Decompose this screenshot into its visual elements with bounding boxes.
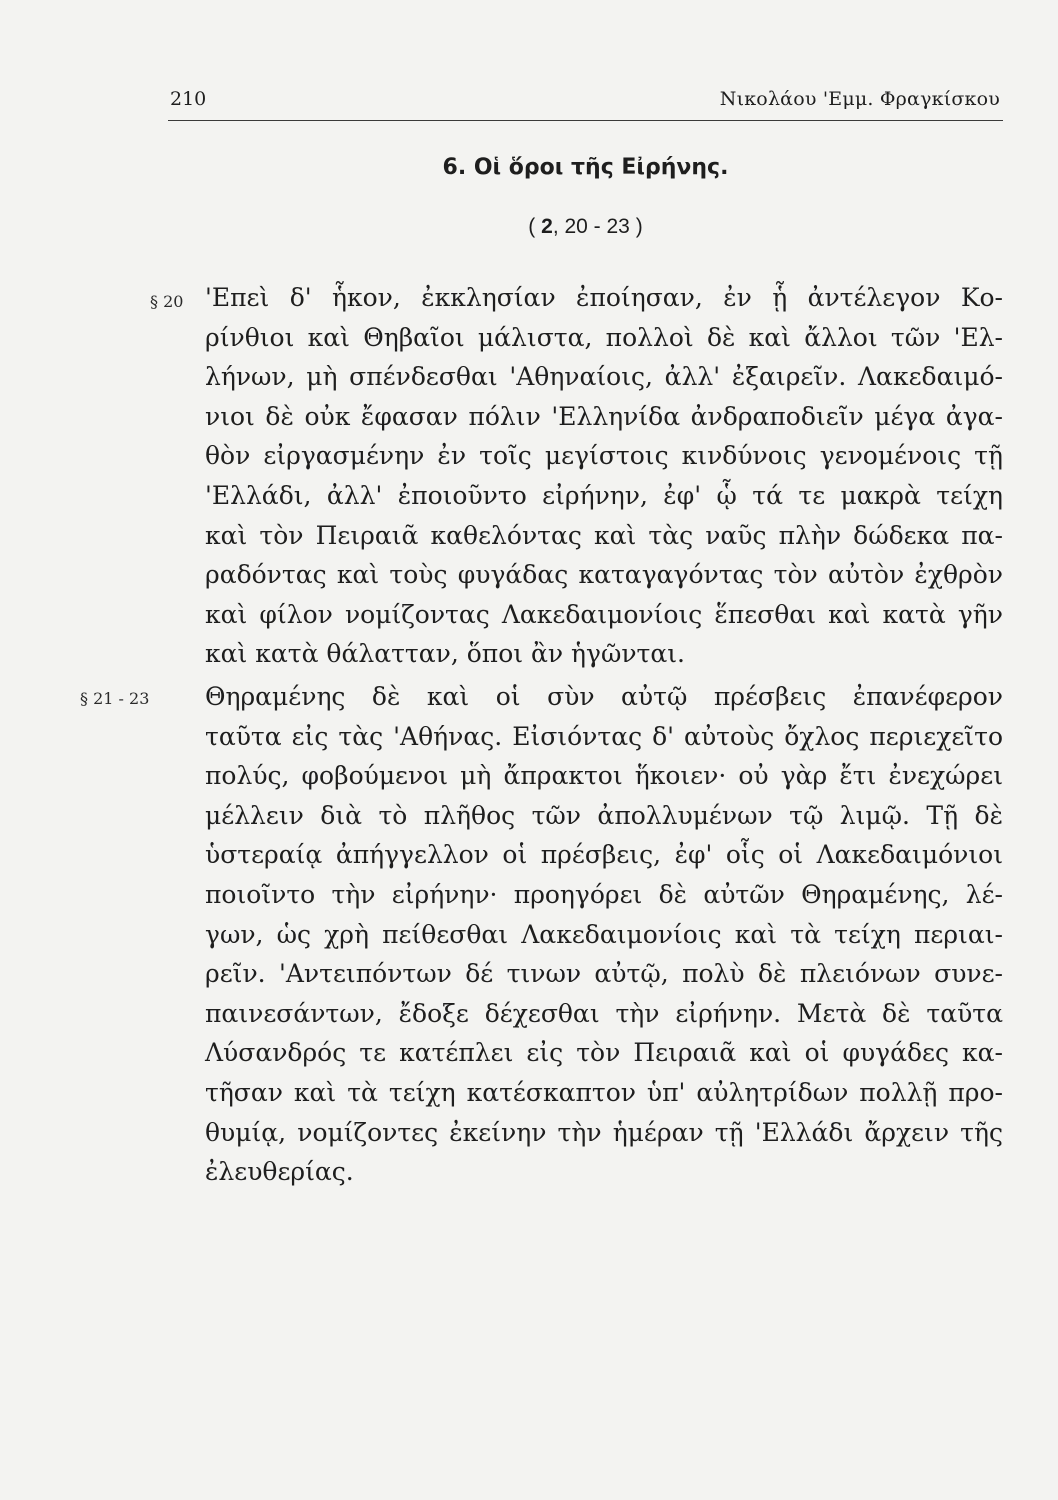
text-line: θυμίᾳ, νομίζοντες ἐκείνην τὴν ἡμέραν τῇ 'Ελλάδι ἄρχειν τῆς [205, 1117, 1003, 1147]
text-line: ταῦτα εἰς τὰς 'Αθήνας. Εἰσιόντας δ' αὐτοὺς ὄχλος περιεχεῖτο [205, 721, 1003, 751]
paragraph-20 [205, 278, 1003, 674]
text-line: ἐλευθερίας. [205, 1157, 354, 1187]
section-reference [168, 215, 1003, 239]
text-line: καὶ φίλον νομίζοντας Λακεδαιμονίοις ἕπεσθαι καὶ κατὰ γῆν [205, 599, 1003, 629]
text-line: Θηραμένης δὲ καὶ οἱ σὺν αὐτῷ πρέσβεις ἐπανέφερον [205, 682, 1003, 711]
text-line: 'Ελλάδι, ἀλλ' ἐποιοῦντο εἰρήνην, ἐφ' ᾧ τά τε μακρὰ τείχη [205, 480, 1003, 510]
text-line: ρεῖν. 'Αντειπόντων δέ τινων αὐτῷ, πολὺ δὲ πλειόνων συνε- [205, 959, 1003, 989]
text-line: νιοι δὲ οὐκ ἔφασαν πόλιν 'Ελληνίδα ἀνδραποδιεῖν μέγα ἀγα- [205, 401, 1003, 431]
paragraph-ref-20: § 20 [150, 292, 184, 311]
text-line: ὑστεραίᾳ ἀπήγγελλον οἱ πρέσβεις, ἐφ' οἷς οἱ Λακεδαιμόνιοι [205, 840, 1003, 870]
text-line: Λύσανδρός τε κατέπλει εἰς τὸν Πειραιᾶ καὶ οἱ φυγάδες κα- [205, 1038, 1003, 1068]
text-line: ποιοῖντο τὴν εἰρήνην· προηγόρει δὲ αὐτῶν Θηραμένης, λέ- [205, 879, 1003, 909]
section-ref-range: , 20 - 23 ) [552, 215, 643, 238]
text-line: καὶ κατὰ θάλατταν, ὅποι ἂν ἡγῶνται. [205, 639, 685, 669]
text-line: θὸν εἰργασμένην ἐν τοῖς μεγίστοις κινδύνοις γενομένοις τῇ [205, 441, 1003, 471]
section-ref-book: 2 [541, 215, 553, 238]
text-line: μέλλειν διὰ τὸ πλῆθος τῶν ἀπολλυμένων τῷ λιμῷ. Τῇ δὲ [205, 800, 1003, 830]
paragraph-ref-21-23: § 21 - 23 [80, 689, 150, 708]
text-line: παινεσάντων, ἔδοξε δέχεσθαι τὴν εἰρήνην. Μετὰ δὲ ταῦτα [205, 998, 1003, 1028]
text-line: λήνων, μὴ σπένδεσθαι 'Αθηναίοις, ἀλλ' ἐξαιρεῖν. Λακεδαιμό- [205, 362, 1003, 392]
running-title: Νικολάου 'Εμμ. Φραγκίσκου [719, 88, 1000, 110]
text-line: ραδόντας καὶ τοὺς φυγάδας καταγαγόντας τὸν αὐτὸν ἐχθρὸν [205, 560, 1003, 590]
text-line: καὶ τὸν Πειραιᾶ καθελόντας καὶ τὰς ναῦς πλὴν δώδεκα πα- [205, 520, 1003, 550]
page-number: 210 [170, 88, 207, 110]
header-rule [168, 120, 1003, 121]
section-title: 6. Οἱ ὅροι τῆς Εἰρήνης. [442, 155, 729, 180]
text-line: 'Επεὶ δ' ἧκον, ἐκκλησίαν ἐποίησαν, ἐν ᾗ ἀντέλεγον Κο- [205, 283, 1003, 312]
text-line: ρίνθιοι καὶ Θηβαῖοι μάλιστα, πολλοὶ δὲ καὶ ἄλλοι τῶν 'Ελ- [205, 322, 1003, 352]
text-line: τῆσαν καὶ τὰ τείχη κατέσκαπτον ὑπ' αὐλητρίδων πολλῇ προ- [205, 1077, 1003, 1107]
section-ref-open: ( [528, 215, 542, 238]
text-line: γων, ὡς χρὴ πείθεσθαι Λακεδαιμονίοις καὶ τὰ τείχη περιαι- [205, 919, 1003, 949]
paragraph-21-23 [205, 677, 1003, 1192]
text-line: πολύς, φοβούμενοι μὴ ἄπρακτοι ἥκοιεν· οὐ γὰρ ἔτι ἐνεχώρει [205, 761, 1003, 791]
